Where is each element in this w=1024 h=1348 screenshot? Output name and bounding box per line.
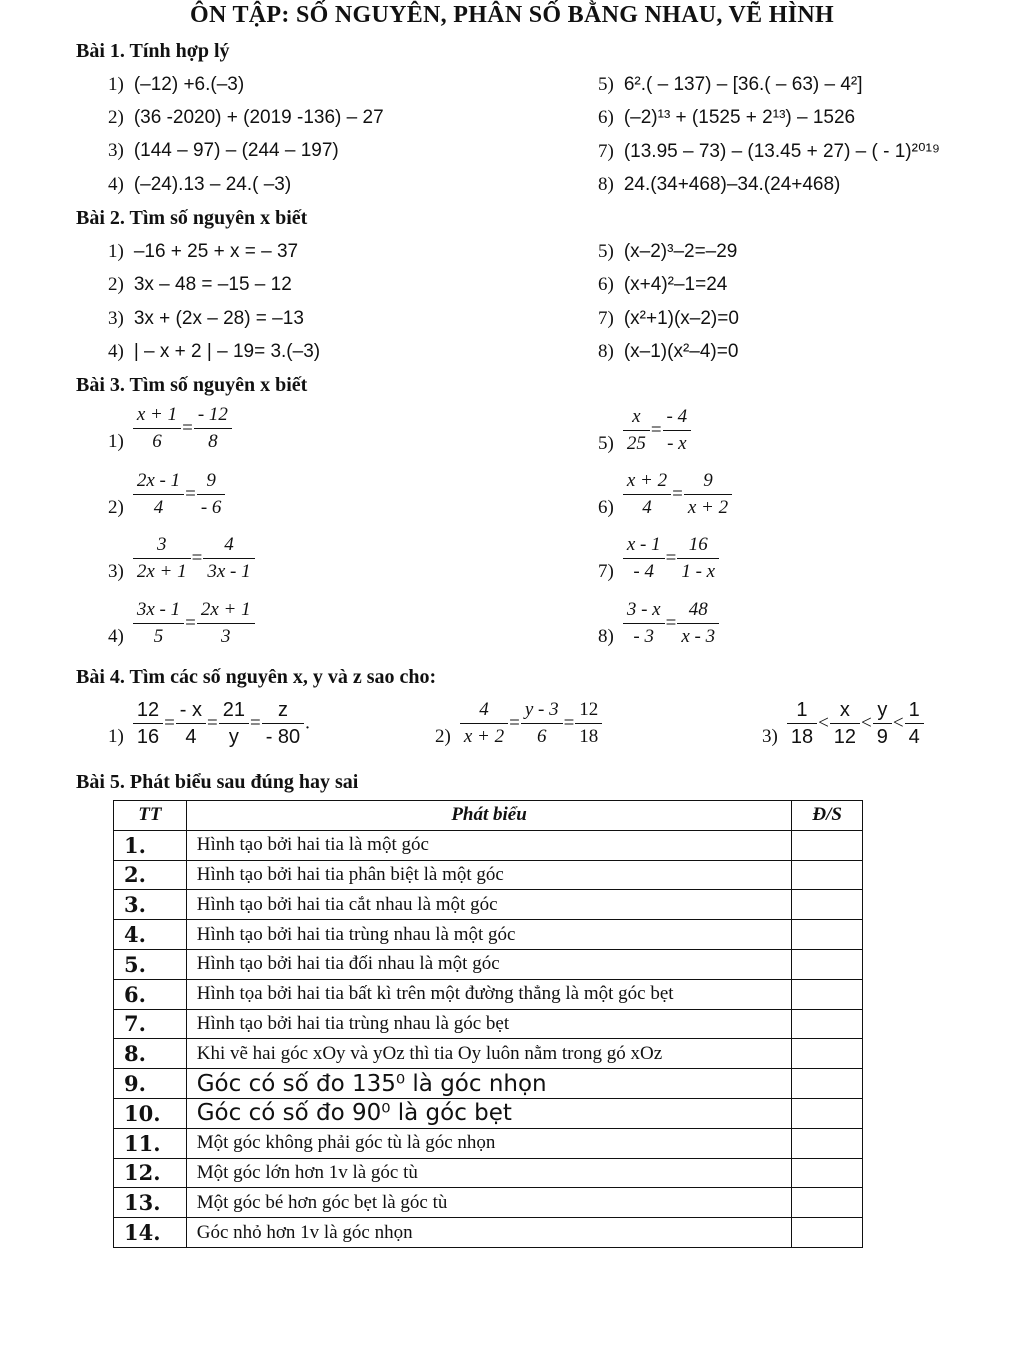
table-row xyxy=(114,979,863,1009)
bai2-item-3: 3) 3x + (2x – 28) = –13 xyxy=(108,308,304,329)
table-row xyxy=(114,1009,863,1039)
bai2-item-7: 7) (x²+1)(x–2)=0 xyxy=(598,308,739,329)
row-number: 10. xyxy=(114,1098,187,1128)
bai4-item-3: 3) $\frac{1}{18}$ < $\frac{x}{12}$ < $\frac{y}{9}$ < $\frac{1}{4}$ xyxy=(762,697,925,750)
table-row xyxy=(114,1039,863,1069)
row-number: 7. xyxy=(114,1009,187,1039)
bai2-item-2: 2) 3x – 48 = –15 – 12 xyxy=(108,274,292,295)
bai3-item-6: 6) $\frac{x + 2}{4}$ = $\frac{9}{x + 2}$ xyxy=(598,468,733,521)
bai2-item-5: 5) (x–2)³–2=–29 xyxy=(598,241,738,262)
bai1-item-4: 4) (–24).13 – 24.( –3) xyxy=(108,174,292,195)
bai2-heading: Bài 2. Tìm số nguyên x biết xyxy=(76,207,308,229)
row-number: 12. xyxy=(114,1158,187,1188)
table-row xyxy=(114,1128,863,1158)
row-number: 8. xyxy=(114,1039,187,1069)
table-row xyxy=(114,1188,863,1218)
row-number: 5. xyxy=(114,949,187,979)
row-number: 11. xyxy=(114,1128,187,1158)
bai2-item-6: 6) (x+4)²–1=24 xyxy=(598,274,728,295)
bai1-heading: Bài 1. Tính hợp lý xyxy=(76,40,230,62)
answer-cell[interactable] xyxy=(792,1098,863,1128)
row-statement: Hình tạo bởi hai tia trùng nhau là một góc xyxy=(186,920,792,950)
row-number: 13. xyxy=(114,1188,187,1218)
row-number: 4. xyxy=(114,920,187,950)
table-row xyxy=(114,920,863,950)
bai3-item-3: 3) $\frac{3}{2x + 1}$ = $\frac{4}{3x - 1}$ xyxy=(108,532,256,585)
true-false-table xyxy=(113,800,863,1248)
bai1-item-3: 3) (144 – 97) – (244 – 197) xyxy=(108,140,339,161)
bai1-item-8: 8) 24.(34+468)–34.(24+468) xyxy=(598,174,841,195)
table-row xyxy=(114,1069,863,1099)
bai3-item-2: 2) $\frac{2x - 1}{4}$ = $\frac{9}{- 6}$ xyxy=(108,468,226,521)
row-statement: Khi vẽ hai góc xOy và yOz thì tia Oy luôn nằm trong gó xOz xyxy=(186,1039,792,1069)
bai5-heading: Bài 5. Phát biểu sau đúng hay sai xyxy=(76,771,359,793)
answer-cell[interactable] xyxy=(792,1039,863,1069)
bai1-item-2: 2) (36 -2020) + (2019 -136) – 27 xyxy=(108,107,384,128)
table-row xyxy=(114,1098,863,1128)
row-statement: Một góc bé hơn góc bẹt là góc tù xyxy=(186,1188,792,1218)
table-row xyxy=(114,890,863,920)
row-number: 14. xyxy=(114,1218,187,1248)
row-statement: Hình tạo bởi hai tia đối nhau là một góc xyxy=(186,949,792,979)
row-statement: Hình tạo bởi hai tia trùng nhau là góc bẹt xyxy=(186,1009,792,1039)
bai3-item-7: 7) $\frac{x - 1}{- 4}$ = $\frac{16}{1 - x}$ xyxy=(598,532,720,585)
row-statement: Một góc không phải góc tù là góc nhọn xyxy=(186,1128,792,1158)
bai4-item-1: 1) $\frac{12}{16}$ = $\frac{- x}{4}$ = $\frac{21}{y}$ = $\frac{z}{- 80}$ . xyxy=(108,699,310,748)
col-tt: TT xyxy=(114,801,187,831)
row-number: 3. xyxy=(114,890,187,920)
bai1-item-7: 7) (13.95 – 73) – (13.45 + 27) – ( - 1)²⁰¹⁹ xyxy=(598,141,941,162)
bai3-item-8: 8) $\frac{3 - x}{- 3}$ = $\frac{48}{x - 3}$ xyxy=(598,597,720,650)
table-row xyxy=(114,949,863,979)
row-statement: Góc có số đo 135⁰ là góc nhọn xyxy=(186,1069,792,1099)
answer-cell[interactable] xyxy=(792,1188,863,1218)
answer-cell[interactable] xyxy=(792,890,863,920)
answer-cell[interactable] xyxy=(792,1128,863,1158)
bai3-item-4: 4) $\frac{3x - 1}{5}$ = $\frac{2x + 1}{3}$ xyxy=(108,597,256,650)
table-row xyxy=(114,1218,863,1248)
bai2-item-1: 1) –16 + 25 + x = – 37 xyxy=(108,241,299,262)
answer-cell[interactable] xyxy=(792,1218,863,1248)
row-number: 1. xyxy=(114,830,187,860)
answer-cell[interactable] xyxy=(792,979,863,1009)
row-number: 2. xyxy=(114,860,187,890)
page-title: ÔN TẬP: SỐ NGUYÊN, PHÂN SỐ BẰNG NHAU, VẼ HÌNH xyxy=(189,2,834,28)
answer-cell[interactable] xyxy=(792,1069,863,1099)
bai3-item-5: 5) $\frac{x}{25}$ = $\frac{- 4}{- x}$ xyxy=(598,404,692,457)
bai3-item-1: 1) $\frac{x + 1}{6}$ = $\frac{- 12}{8}$ xyxy=(108,402,233,455)
answer-cell[interactable] xyxy=(792,949,863,979)
answer-cell[interactable] xyxy=(792,860,863,890)
col-ds: Đ/S xyxy=(792,801,863,831)
row-number: 9. xyxy=(114,1069,187,1099)
row-statement: Hình tạo bởi hai tia phân biệt là một góc xyxy=(186,860,792,890)
answer-cell[interactable] xyxy=(792,1009,863,1039)
bai1-item-6: 6) (–2)¹³ + (1525 + 2¹³) – 1526 xyxy=(598,107,856,128)
bai4-heading: Bài 4. Tìm các số nguyên x, y và z sao cho: xyxy=(76,666,437,688)
row-statement: Góc có số đo 90⁰ là góc bẹt xyxy=(186,1098,792,1128)
row-statement: Một góc lớn hơn 1v là góc tù xyxy=(186,1158,792,1188)
bai3-heading: Bài 3. Tìm số nguyên x biết xyxy=(76,374,308,396)
col-statement: Phát biểu xyxy=(186,801,792,831)
bai1-item-5: 5) 6².( – 137) – [36.( – 63) – 4²] xyxy=(598,74,863,95)
answer-cell[interactable] xyxy=(792,1158,863,1188)
row-statement: Góc nhỏ hơn 1v là góc nhọn xyxy=(186,1218,792,1248)
bai2-item-4: 4) | – x + 2 | – 19= 3.(–3) xyxy=(108,341,321,362)
table-row xyxy=(114,1158,863,1188)
row-number: 6. xyxy=(114,979,187,1009)
table-header-row xyxy=(114,801,863,831)
row-statement: Hình tọa bởi hai tia bất kì trên một đường thẳng là một góc bẹt xyxy=(186,979,792,1009)
row-statement: Hình tạo bởi hai tia là một góc xyxy=(186,830,792,860)
bai2-item-8: 8) (x–1)(x²–4)=0 xyxy=(598,341,739,362)
row-statement: Hình tạo bởi hai tia cắt nhau là một góc xyxy=(186,890,792,920)
table-row xyxy=(114,860,863,890)
bai4-item-2: 2) $\frac{4}{x + 2}$ = $\frac{y - 3}{6}$ = $\frac{12}{18}$ xyxy=(435,697,603,750)
table-row xyxy=(114,830,863,860)
bai1-item-1: 1) (–12) +6.(–3) xyxy=(108,74,245,95)
answer-cell[interactable] xyxy=(792,920,863,950)
answer-cell[interactable] xyxy=(792,830,863,860)
